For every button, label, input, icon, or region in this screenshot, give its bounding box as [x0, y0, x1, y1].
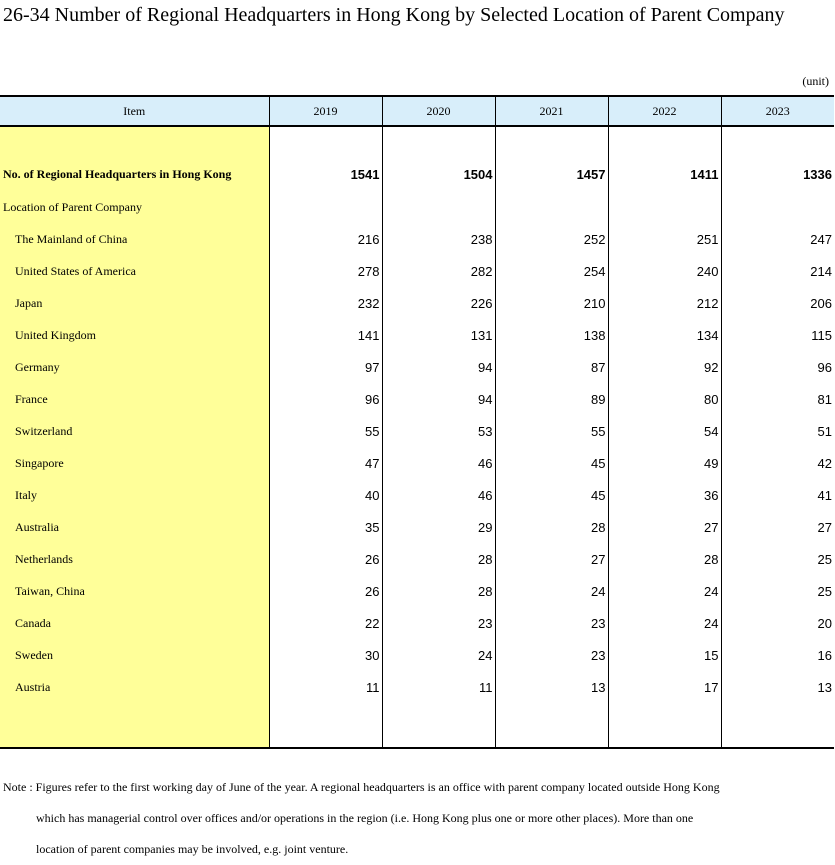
table-bottom-row: [0, 703, 834, 748]
total-value: 1504: [382, 158, 495, 191]
table-row: [0, 639, 834, 671]
row-value: 11: [382, 671, 495, 703]
row-value: 97: [269, 351, 382, 383]
table-row: [0, 511, 834, 543]
row-value: 226: [382, 287, 495, 319]
row-value: 23: [495, 607, 608, 639]
row-value: 23: [495, 639, 608, 671]
header-year: 2020: [382, 96, 495, 126]
table-row: [0, 447, 834, 479]
row-value: 36: [608, 479, 721, 511]
total-row: [0, 158, 834, 191]
row-value: 206: [810, 295, 832, 311]
row-value: 138: [495, 319, 608, 351]
row-value: 13: [817, 679, 832, 695]
rhq-table: [0, 95, 834, 749]
total-value: 1411: [608, 158, 721, 191]
row-value: 17: [608, 671, 721, 703]
row-value: 25: [817, 583, 832, 599]
table-row: [0, 415, 834, 447]
header-row: [0, 96, 834, 126]
row-value: 282: [382, 255, 495, 287]
row-value: 54: [608, 415, 721, 447]
row-value: 41: [817, 487, 832, 503]
row-label: Sweden: [0, 639, 269, 671]
row-value: 46: [382, 479, 495, 511]
row-value: 134: [608, 319, 721, 351]
row-value: 212: [608, 287, 721, 319]
row-value: 24: [608, 575, 721, 607]
row-value: 94: [382, 351, 495, 383]
row-value: 94: [382, 383, 495, 415]
table-row: [0, 351, 834, 383]
row-value: 27: [608, 511, 721, 543]
row-value: 24: [608, 607, 721, 639]
row-value: 15: [608, 639, 721, 671]
row-value: 20: [817, 615, 832, 631]
row-value: 96: [817, 359, 832, 375]
row-label: Japan: [0, 287, 269, 319]
unit-label: (unit): [802, 74, 829, 88]
row-value: 30: [269, 639, 382, 671]
row-value: 35: [269, 511, 382, 543]
row-value: 27: [817, 519, 832, 535]
row-value: 24: [495, 575, 608, 607]
row-value: 28: [495, 511, 608, 543]
row-value: 210: [495, 287, 608, 319]
note-line: Note : Figures refer to the first working day of June of the year. A regional headquarters is an office with parent company located outside Hong Kong: [3, 780, 720, 794]
table-row: [0, 383, 834, 415]
row-value: 131: [382, 319, 495, 351]
row-value: 29: [382, 511, 495, 543]
row-value: 28: [608, 543, 721, 575]
row-value: 81: [817, 391, 832, 407]
row-value: 28: [382, 543, 495, 575]
header-year: 2019: [269, 96, 382, 126]
row-label: Netherlands: [0, 543, 269, 575]
total-label: No. of Regional Headquarters in Hong Kong: [0, 158, 269, 191]
row-value: 251: [608, 223, 721, 255]
header-year: 2023: [721, 96, 834, 126]
header-year: 2021: [495, 96, 608, 126]
row-value: 26: [269, 543, 382, 575]
row-value: 47: [269, 447, 382, 479]
row-value: 254: [495, 255, 608, 287]
row-value: 13: [495, 671, 608, 703]
row-value: 141: [269, 319, 382, 351]
row-label: United States of America: [0, 255, 269, 287]
row-value: 26: [269, 575, 382, 607]
row-label: Canada: [0, 607, 269, 639]
row-value: 45: [495, 479, 608, 511]
table-row: [0, 255, 834, 287]
row-value: 232: [269, 287, 382, 319]
table-row: [0, 319, 834, 351]
row-label: Italy: [0, 479, 269, 511]
footnote: [3, 772, 833, 865]
row-value: 115: [811, 327, 832, 343]
row-label: United Kingdom: [0, 319, 269, 351]
row-label: Australia: [0, 511, 269, 543]
note-line: which has managerial control over offices and/or operations in the region (i.e. Hong Kong plus one or more other places). More than one: [36, 811, 694, 825]
row-value: 92: [608, 351, 721, 383]
row-value: 89: [495, 383, 608, 415]
row-label: Austria: [0, 671, 269, 703]
table-row: [0, 575, 834, 607]
row-value: 55: [269, 415, 382, 447]
row-value: 55: [495, 415, 608, 447]
row-label: Taiwan, China: [0, 575, 269, 607]
row-value: 252: [495, 223, 608, 255]
row-value: 11: [269, 671, 382, 703]
section-label: Location of Parent Company: [0, 191, 269, 223]
row-value: 278: [269, 255, 382, 287]
table-row: [0, 543, 834, 575]
note-line: location of parent companies may be involved, e.g. joint venture.: [36, 842, 349, 856]
row-label: France: [0, 383, 269, 415]
row-value: 28: [382, 575, 495, 607]
row-value: 22: [269, 607, 382, 639]
row-value: 46: [382, 447, 495, 479]
row-label: The Mainland of China: [0, 223, 269, 255]
page-title: 26-34 Number of Regional Headquarters in Hong Kong by Selected Location of Parent Company: [3, 4, 785, 26]
table-row: [0, 223, 834, 255]
row-value: 216: [269, 223, 382, 255]
row-label: Singapore: [0, 447, 269, 479]
table-row: [0, 671, 834, 703]
row-value: 27: [495, 543, 608, 575]
total-value: 1336: [803, 167, 832, 182]
section-row: [0, 191, 834, 223]
row-value: 24: [382, 639, 495, 671]
row-value: 40: [269, 479, 382, 511]
row-value: 42: [817, 455, 832, 471]
row-value: 49: [608, 447, 721, 479]
table-row: [0, 287, 834, 319]
table-row: [0, 607, 834, 639]
total-value: 1541: [269, 158, 382, 191]
row-value: 80: [608, 383, 721, 415]
row-value: 51: [817, 423, 832, 439]
row-value: 214: [810, 263, 832, 279]
table-row: [0, 479, 834, 511]
row-label: Switzerland: [0, 415, 269, 447]
total-value: 1457: [495, 158, 608, 191]
row-value: 53: [382, 415, 495, 447]
row-value: 45: [495, 447, 608, 479]
row-value: 23: [382, 607, 495, 639]
row-value: 96: [269, 383, 382, 415]
spacer-row: [0, 126, 834, 158]
row-value: 87: [495, 351, 608, 383]
row-value: 25: [817, 551, 832, 567]
row-label: Germany: [0, 351, 269, 383]
row-value: 238: [382, 223, 495, 255]
header-item: Item: [0, 96, 269, 126]
row-value: 240: [608, 255, 721, 287]
row-value: 247: [810, 231, 832, 247]
header-year: 2022: [608, 96, 721, 126]
row-value: 16: [817, 647, 832, 663]
